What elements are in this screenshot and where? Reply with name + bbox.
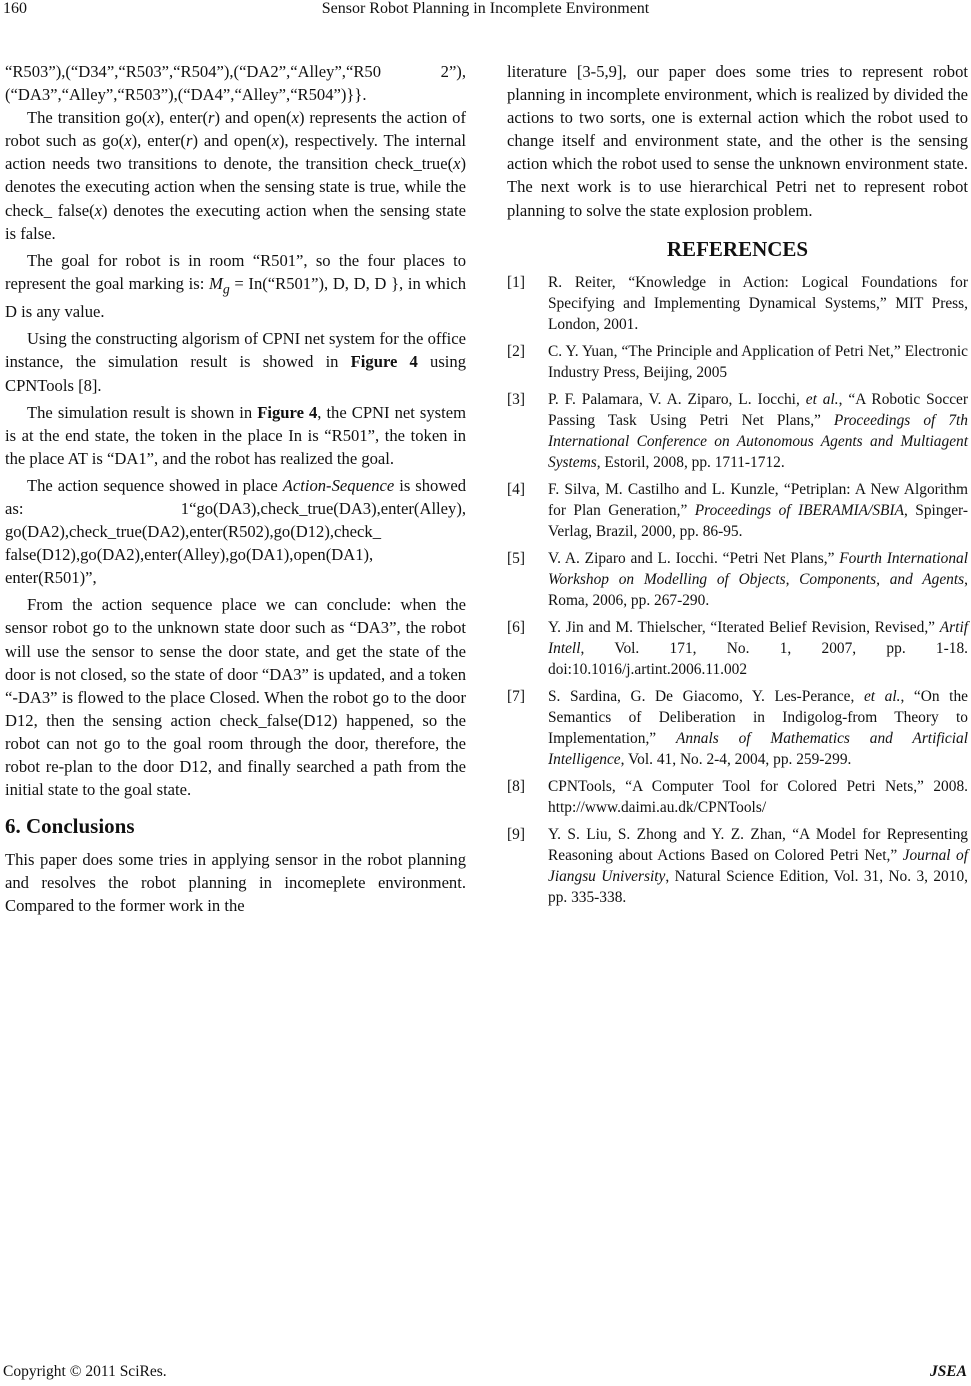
reference-text [548, 389, 968, 473]
math-var: x [271, 131, 279, 151]
reference-segment: C. Y. Yuan, “The Principle and Application of Petri Net,” Electronic Industry Press, Beijing, 2005 [548, 342, 968, 381]
reference-item [507, 824, 968, 908]
reference-segment: , Natural Science Edition, Vol. 31, No. 3, 2010, pp. 335-338. [548, 867, 968, 906]
reference-number: [1] [507, 273, 525, 291]
reference-italic: Proceedings of IBERAMIA/SBIA [694, 501, 904, 519]
reference-segment: Y. S. Liu, S. Zhong and Y. Z. Zhan, “A Model for Representing Reasoning about Actions Based on Colored Petri Net,” [548, 825, 968, 864]
paragraph: From the action sequence place we can conclude: when the sensor robot go to the unknown state door such as “DA3”, the robot will use the sensor to sense the door state, and get the state of the door is not closed, so the state of door “DA3” is updated, and a token “-DA3” is flowed to the place Closed. When the robot go to the door D12, then the sensing action check_false(D12) happened, so the robot can not go to the goal room through the door, therefore, the robot re-plan to the door D12, and finally searched a path from the initial state to the goal state. [5, 595, 466, 800]
text: ), enter( [131, 131, 186, 151]
reference-number: [2] [507, 342, 525, 360]
paragraph [5, 327, 466, 396]
left-column [5, 60, 466, 918]
reference-segment: , Estoril, 2008, pp. 1711-1712. [596, 453, 785, 471]
reference-number: [7] [507, 687, 525, 705]
reference-segment: , Spinger-Verlag, Brazil, 2000, pp. 86-95. [548, 501, 968, 540]
reference-text [548, 272, 968, 335]
reference-item [507, 686, 968, 770]
reference-item [507, 389, 968, 473]
text: = In(“R501”), D, D, D }, in which D is any value. [5, 273, 466, 322]
references-heading: REFERENCES [666, 236, 809, 261]
reference-item [507, 776, 968, 818]
reference-italic: Fourth International Workshop on Modelling of Objects, Components, and Agents [548, 549, 968, 588]
paragraph [5, 249, 466, 324]
math-var: x [94, 200, 102, 220]
reference-segment: R. Reiter, “Knowledge in Action: Logical Foundations for Specifying and Implementing Dynamical Systems,” MIT Press, London, 2001. [548, 273, 968, 333]
text: The goal for robot is in room “R501”, so the four places to represent the goal marking is: [5, 250, 466, 293]
reference-item [507, 548, 968, 611]
reference-text [548, 776, 968, 818]
reference-segment: P. F. Palamara, V. A. Ziparo, L. Iocchi, [548, 390, 806, 408]
reference-text [548, 617, 968, 680]
reference-italic: Journal of Jiangsu University [548, 846, 968, 885]
reference-segment: CPNTools, “A Computer Tool for Colored Petri Nets,” 2008. http://www.daimi.au.dk/CPNTools/ [548, 777, 968, 816]
reference-text [548, 341, 968, 383]
text: ), respectively. The internal action needs two transitions to denote, the transition check_true( [5, 131, 466, 174]
reference-segment: , Vol. 41, No. 2-4, 2004, pp. 259-299. [620, 750, 852, 768]
reference-list [507, 272, 968, 908]
paragraph: literature [3-5,9], our paper does some tries to represent robot planning in incomplete environment, which is realized by divided the actions to two sorts, one is external action which the robot used to change itself and environment state, and the other is the sensing action which the robot used to sense the unknown environment state. The next work is to use hierarchical Petri net to represent robot planning to solve the state explosion problem. [507, 62, 968, 220]
section-heading: 6. Conclusions [5, 814, 135, 839]
reference-text [548, 824, 968, 908]
reference-italic: et al. [805, 390, 839, 408]
page-number: 160 [3, 0, 27, 17]
reference-segment: , Roma, 2006, pp. 267-290. [548, 570, 968, 609]
reference-segment: S. Sardina, G. De Giacomo, Y. Les-Perance, [548, 687, 864, 705]
figure-ref: Figure 4 [350, 352, 418, 372]
text: The action sequence showed in place [27, 475, 283, 495]
paragraph [5, 401, 466, 470]
text: ) denotes the executing action when the sensing state is true, while the check_ false( [5, 154, 466, 220]
math-var: M [208, 273, 223, 293]
paragraph [5, 474, 466, 589]
text: is showed as: 1“go(DA3),check_true(DA3),enter(Alley), go(DA2),check_true(DA2),enter(R502),go(D12),check_ false(D12),go(DA2),enter(Alley),go(DA1),open(DA1), enter(R501)”, [5, 475, 466, 588]
reference-text [548, 548, 968, 611]
text: ) denotes the executing action when the sensing state is false. [5, 200, 466, 243]
right-column [507, 60, 968, 914]
paragraph: “R503”),(“D34”,“R503”,“R504”),(“DA2”,“Alley”,“R50 2”),(“DA3”,“Alley”,“R503”),(“DA4”,“Alley”,“R504”)}}. [5, 62, 466, 105]
math-var: r [185, 131, 193, 151]
reference-italic: Proceedings of 7th International Conference on Autonomous Agents and Multiagent Systems [548, 411, 968, 471]
reference-number: [3] [507, 390, 525, 408]
running-title: Sensor Robot Planning in Incomplete Environment [321, 0, 650, 17]
reference-italic: Artif Intell [548, 618, 968, 657]
reference-segment: , “A Robotic Soccer Passing Task Using Petri Net Plans,” [548, 390, 968, 429]
reference-item [507, 272, 968, 335]
reference-number: [4] [507, 480, 525, 498]
reference-item [507, 617, 968, 680]
paragraph [5, 106, 466, 245]
text: using CPNTools [8]. [5, 352, 466, 395]
math-var: x [291, 108, 299, 128]
reference-number: [5] [507, 549, 525, 567]
reference-segment: V. A. Ziparo and L. Iocchi. “Petri Net Plans,” [548, 549, 840, 567]
reference-italic: et al. [863, 687, 901, 705]
copyright: Copyright © 2011 SciRes. [3, 1363, 167, 1380]
math-var: x [147, 108, 155, 128]
math-var: x [124, 131, 132, 151]
reference-segment: Y. Jin and M. Thielscher, “Iterated Belief Revision, Revised,” [548, 618, 940, 636]
reference-item [507, 341, 968, 383]
reference-segment: F. Silva, M. Castilho and L. Kunzle, “Petriplan: A New Algorithm for Plan Generation,” [548, 480, 968, 519]
math-var: r [208, 108, 215, 128]
reference-segment: , “On the Semantics of Deliberation in Indigolog-from Theory to Implementation,” [548, 687, 968, 747]
reference-text [548, 686, 968, 770]
text: ) and open( [214, 108, 292, 128]
journal-abbrev: JSEA [929, 1363, 967, 1380]
reference-segment: , Vol. 171, No. 1, 2007, pp. 1-18. doi:10.1016/j.artint.2006.11.002 [548, 639, 968, 678]
reference-number: [6] [507, 618, 525, 636]
math-var: x [453, 154, 461, 174]
text: ) represents the action of robot such as go( [5, 108, 466, 151]
text: , the CPNI net system is at the end state, the token in the place In is “R501”, the token in the place AT is “DA1”, and the robot has realized the goal. [5, 402, 466, 468]
reference-number: [8] [507, 777, 525, 795]
reference-number: [9] [507, 825, 525, 843]
text: The simulation result is shown in [27, 402, 258, 422]
reference-italic: Annals of Mathematics and Artificial Intelligence [548, 729, 968, 768]
text: The transition go( [27, 108, 148, 128]
reference-item [507, 479, 968, 542]
figure-ref: Figure 4 [257, 402, 318, 422]
text: Using the constructing algorism of CPNI net system for the office instance, the simulation result is showed in [5, 329, 466, 372]
text: ) and open( [192, 131, 272, 151]
text: ), enter( [154, 108, 209, 128]
reference-text [548, 479, 968, 542]
paragraph: This paper does some tries in applying sensor in the robot planning and resolves the robot planning in incomeplete environment. Compared to the former work in the [5, 850, 466, 916]
math-subscript: g [222, 281, 230, 297]
place-name: Action-Sequence [282, 475, 395, 495]
